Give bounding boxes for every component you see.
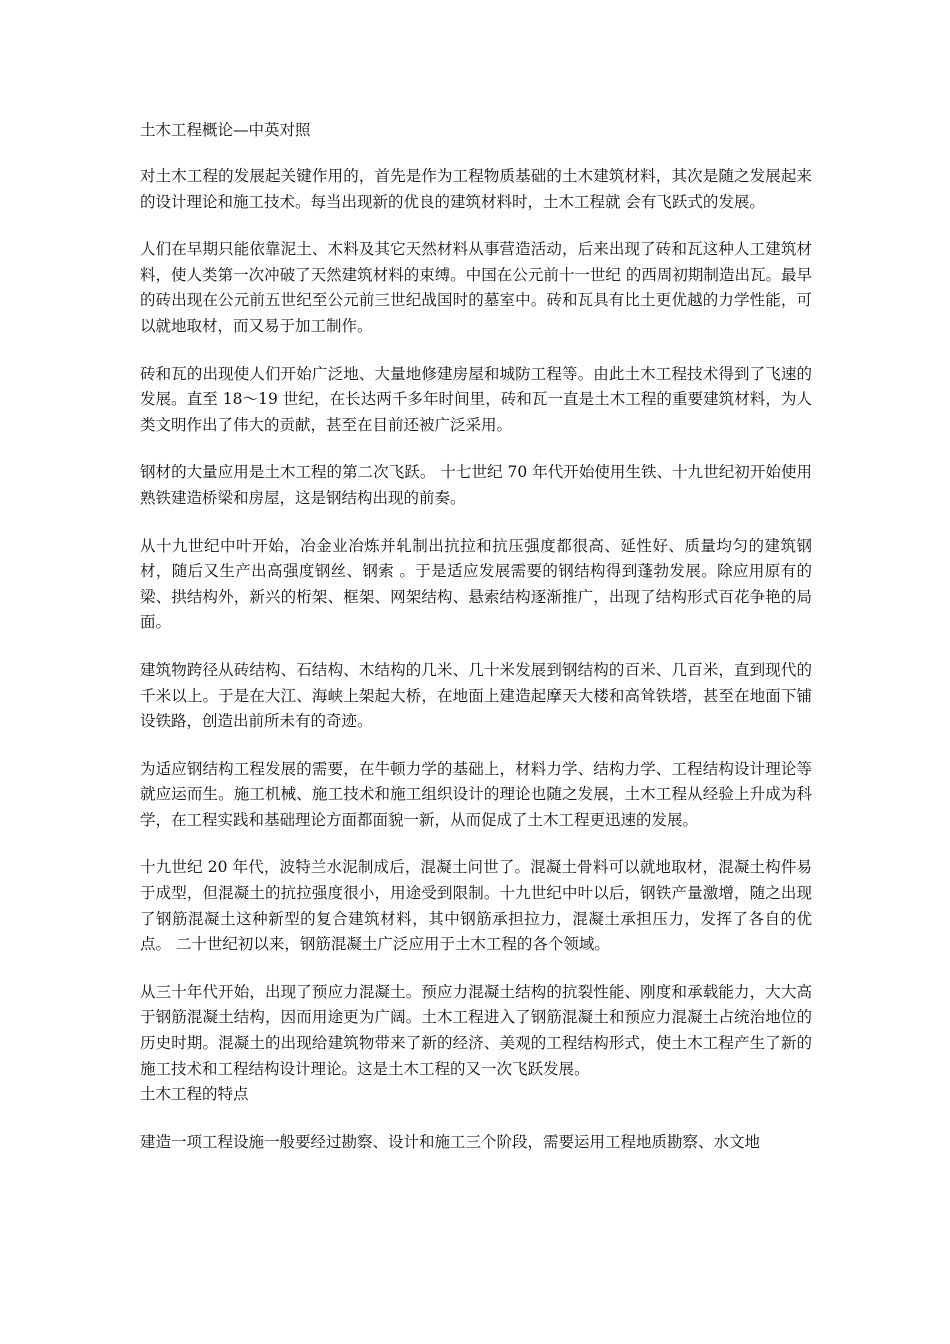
document-page: [140, 118, 812, 1155]
paragraph: 钢材的大量应用是土木工程的第二次飞跃。 十七世纪 70 年代开始使用生铁、十九世纪初开始使用熟铁建造桥梁和房屋，这是钢结构出现的前奏。: [140, 463, 812, 507]
paragraph: 为适应钢结构工程发展的需要，在牛顿力学的基础上，材料力学、结构力学、工程结构设计理论等就应运而生。施工机械、施工技术和施工组织设计的理论也随之发展，土木工程从经验上升成为科学，在工程实践和基础理论方面都面貌一新，从而促成了土木工程更迅速的发展。: [140, 759, 812, 829]
paragraph: 对土木工程的发展起关键作用的，首先是作为工程物质基础的土木建筑材料，其次是随之发展起来的设计理论和施工技术。每当出现新的优良的建筑材料时，土木工程就 会有飞跃式的发展。: [140, 167, 812, 211]
section-heading: 土木工程的特点: [140, 1085, 249, 1104]
paragraph: 从十九世纪中叶开始，冶金业冶炼并轧制出抗拉和抗压强度都很高、延性好、质量均匀的建筑钢材，随后又生产出高强度钢丝、钢索 。于是适应发展需要的钢结构得到蓬勃发展。除应用原有的梁、拱结构外，新兴的桁架、框架、网架结构、悬索结构逐渐推广，出现了结构形式百花争艳的局面。: [140, 536, 812, 632]
paragraph: 从三十年代开始，出现了预应力混凝土。预应力混凝土结构的抗裂性能、刚度和承载能力，大大高于钢筋混凝土结构，因而用途更为广阔。土木工程进入了钢筋混凝土和预应力混凝土占统治地位的历史时期。混凝土的出现给建筑物带来了新的经济、美观的工程结构形式，使土木工程产生了新的施工技术和工程结构设计理论。这是土木工程的又一次飞跃发展。: [140, 982, 812, 1078]
paragraph: 人们在早期只能依靠泥土、木料及其它天然材料从事营造活动，后来出现了砖和瓦这种人工建筑材料，使人类第一次冲破了天然建筑材料的束缚。中国在公元前十一世纪 的西周初期制造出瓦。最早的砖出现在公元前五世纪至公元前三世纪战国时的墓室中。砖和瓦具有比土更优越的力学性能，可以就地取材，而又易于加工制作。: [140, 240, 812, 335]
paragraph: 砖和瓦的出现使人们开始广泛地、大量地修建房屋和城防工程等。由此土木工程技术得到了飞速的发展。直至 18～19 世纪，在长达两千多年时间里，砖和瓦一直是土木工程的重要建筑材料，为人类文明作出了伟大的贡献，甚至在目前还被广泛采用。: [140, 364, 812, 434]
paragraph: 建造一项工程设施一般要经过勘察、设计和施工三个阶段，需要运用工程地质勘察、水文地: [140, 1132, 761, 1151]
document-title: 土木工程概论—中英对照: [140, 121, 311, 139]
paragraph: 十九世纪 20 年代，波特兰水泥制成后，混凝土问世了。混凝土骨料可以就地取材，混凝土构件易于成型，但混凝土的抗拉强度很小，用途受到限制。十九世纪中叶以后，钢铁产量激增，随之出现了钢筋混凝土这种新型的复合建筑材料，其中钢筋承担拉力，混凝土承担压力，发挥了各自的优点。 二十世纪初以来，钢筋混凝土广泛应用于土木工程的各个领域。: [140, 858, 812, 954]
paragraph: 建筑物跨径从砖结构、石结构、木结构的几米、几十米发展到钢结构的百米、几百米，直到现代的千米以上。于是在大江、海峡上架起大桥，在地面上建造起摩天大楼和高耸铁塔，甚至在地面下铺设铁路，创造出前所未有的奇迹。: [140, 660, 812, 731]
